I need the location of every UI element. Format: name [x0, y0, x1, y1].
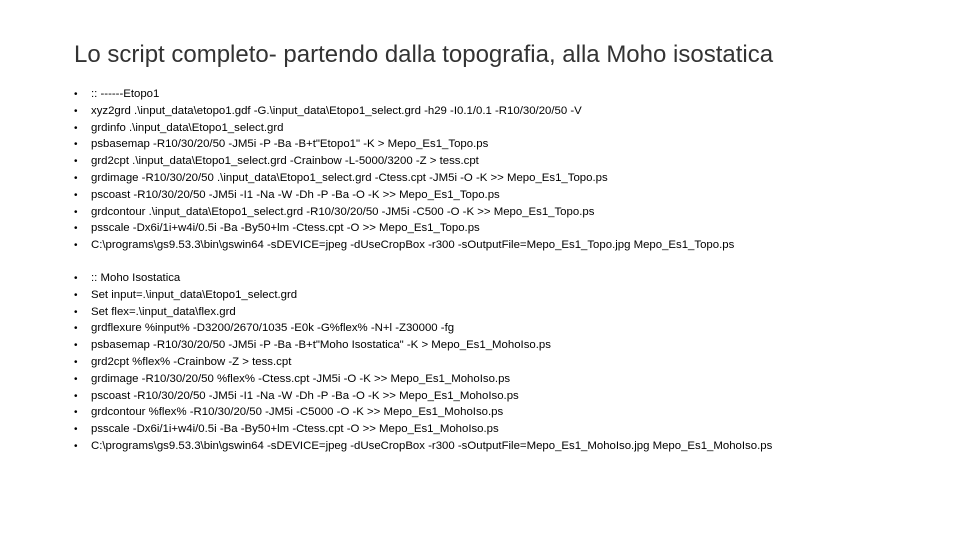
bullet-icon: •: [74, 189, 78, 201]
script-line: [74, 388, 772, 405]
script-line-text: C:\programs\gs9.53.3\bin\gswin64 -sDEVICE=jpeg -dUseCropBox -r300 -sOutputFile=Mepo_Es1_MohoIso.jpg Mepo_Es1_MohoIso.ps: [91, 439, 773, 452]
script-line: [74, 371, 772, 388]
script-line-text: :: Moho Isostatica: [91, 272, 181, 284]
script-line: [74, 270, 772, 287]
bullet-icon: •: [74, 356, 78, 368]
script-line: [74, 187, 734, 204]
script-line-text: grd2cpt %flex% -Crainbow -Z > tess.cpt: [91, 355, 292, 368]
bullet-icon: •: [74, 105, 78, 117]
script-line-text: grdinfo .\input_data\Etopo1_select.grd: [91, 121, 284, 134]
script-line: [74, 304, 772, 321]
script-line-text: psbasemap -R10/30/20/50 -JM5i -P -Ba -B+t"Etopo1" -K > Mepo_Es1_Topo.ps: [91, 138, 489, 151]
bullet-icon: •: [74, 390, 78, 402]
bullet-icon: •: [74, 172, 78, 184]
script-line-text: pscoast -R10/30/20/50 -JM5i -I1 -Na -W -Dh -P -Ba -O -K >> Mepo_Es1_MohoIso.ps: [91, 389, 519, 402]
script-line: [74, 220, 734, 237]
bullet-icon: •: [74, 424, 78, 436]
script-line: [74, 438, 772, 455]
script-line: [74, 170, 734, 187]
etopo1-script-block: [74, 86, 734, 254]
script-line: [74, 153, 734, 170]
moho-isostatica-script-block: [74, 270, 772, 455]
bullet-icon: •: [74, 156, 78, 168]
bullet-icon: •: [74, 273, 78, 284]
script-line-text: :: ------Etopo1: [91, 88, 160, 100]
script-line: [74, 287, 772, 304]
script-line-text: Set input=.\input_data\Etopo1_select.grd: [91, 288, 298, 301]
script-line: [74, 120, 734, 137]
script-line: [74, 421, 772, 438]
script-line: [74, 337, 772, 354]
bullet-icon: •: [74, 323, 78, 335]
bullet-icon: •: [74, 306, 78, 318]
script-line-text: grdcontour %flex% -R10/30/20/50 -JM5i -C5000 -O -K >> Mepo_Es1_MohoIso.ps: [91, 406, 504, 419]
script-line: [74, 86, 734, 103]
script-line-text: grd2cpt .\input_data\Etopo1_select.grd -Crainbow -L-5000/3200 -Z > tess.cpt: [91, 155, 479, 168]
slide-title: Lo script completo- partendo dalla topografia, alla Moho isostatica: [74, 41, 774, 68]
script-line-text: psscale -Dx6i/1i+w4i/0.5i -Ba -By50+lm -Ctess.cpt -O >> Mepo_Es1_Topo.ps: [91, 222, 480, 235]
bullet-icon: •: [74, 139, 78, 151]
script-line-text: psbasemap -R10/30/20/50 -JM5i -P -Ba -B+t"Moho Isostatica" -K > Mepo_Es1_MohoIso.ps: [91, 339, 551, 352]
script-line: [74, 103, 734, 120]
script-line: [74, 354, 772, 371]
script-line-text: Set flex=.\input_data\flex.grd: [91, 305, 236, 318]
script-line-text: C:\programs\gs9.53.3\bin\gswin64 -sDEVICE=jpeg -dUseCropBox -r300 -sOutputFile=Mepo_Es1_Topo.jpg Mepo_Es1_Topo.ps: [91, 239, 735, 252]
script-line-text: grdflexure %input% -D3200/2670/1035 -E0k -G%flex% -N+l -Z30000 -fg: [91, 322, 455, 335]
bullet-icon: •: [74, 407, 78, 419]
bullet-icon: •: [74, 440, 78, 452]
bullet-icon: •: [74, 122, 78, 134]
script-line-text: grdcontour .\input_data\Etopo1_select.grd -R10/30/20/50 -JM5i -C500 -O -K >> Mepo_Es1_Topo.ps: [91, 205, 595, 218]
bullet-icon: •: [74, 373, 78, 385]
bullet-icon: •: [74, 223, 78, 235]
bullet-icon: •: [74, 289, 78, 301]
bullet-icon: •: [74, 206, 78, 218]
script-line: [74, 204, 734, 221]
bullet-icon: •: [74, 89, 78, 100]
bullet-icon: •: [74, 340, 78, 352]
script-line-text: psscale -Dx6i/1i+w4i/0.5i -Ba -By50+lm -Ctess.cpt -O >> Mepo_Es1_MohoIso.ps: [91, 423, 499, 436]
script-line-text: xyz2grd .\input_data\etopo1.gdf -G.\input_data\Etopo1_select.grd -h29 -I0.1/0.1 -R10/30/20/50 -V: [91, 104, 582, 117]
script-line: [74, 136, 734, 153]
script-line: [74, 237, 734, 254]
script-line: [74, 404, 772, 421]
script-line-text: grdimage -R10/30/20/50 .\input_data\Etopo1_select.grd -Ctess.cpt -JM5i -O -K >> Mepo_Es1_Topo.ps: [91, 171, 608, 184]
script-line: [74, 320, 772, 337]
bullet-icon: •: [74, 240, 78, 252]
script-line-text: pscoast -R10/30/20/50 -JM5i -I1 -Na -W -Dh -P -Ba -O -K >> Mepo_Es1_Topo.ps: [91, 188, 500, 201]
script-line-text: grdimage -R10/30/20/50 %flex% -Ctess.cpt -JM5i -O -K >> Mepo_Es1_MohoIso.ps: [91, 372, 511, 385]
